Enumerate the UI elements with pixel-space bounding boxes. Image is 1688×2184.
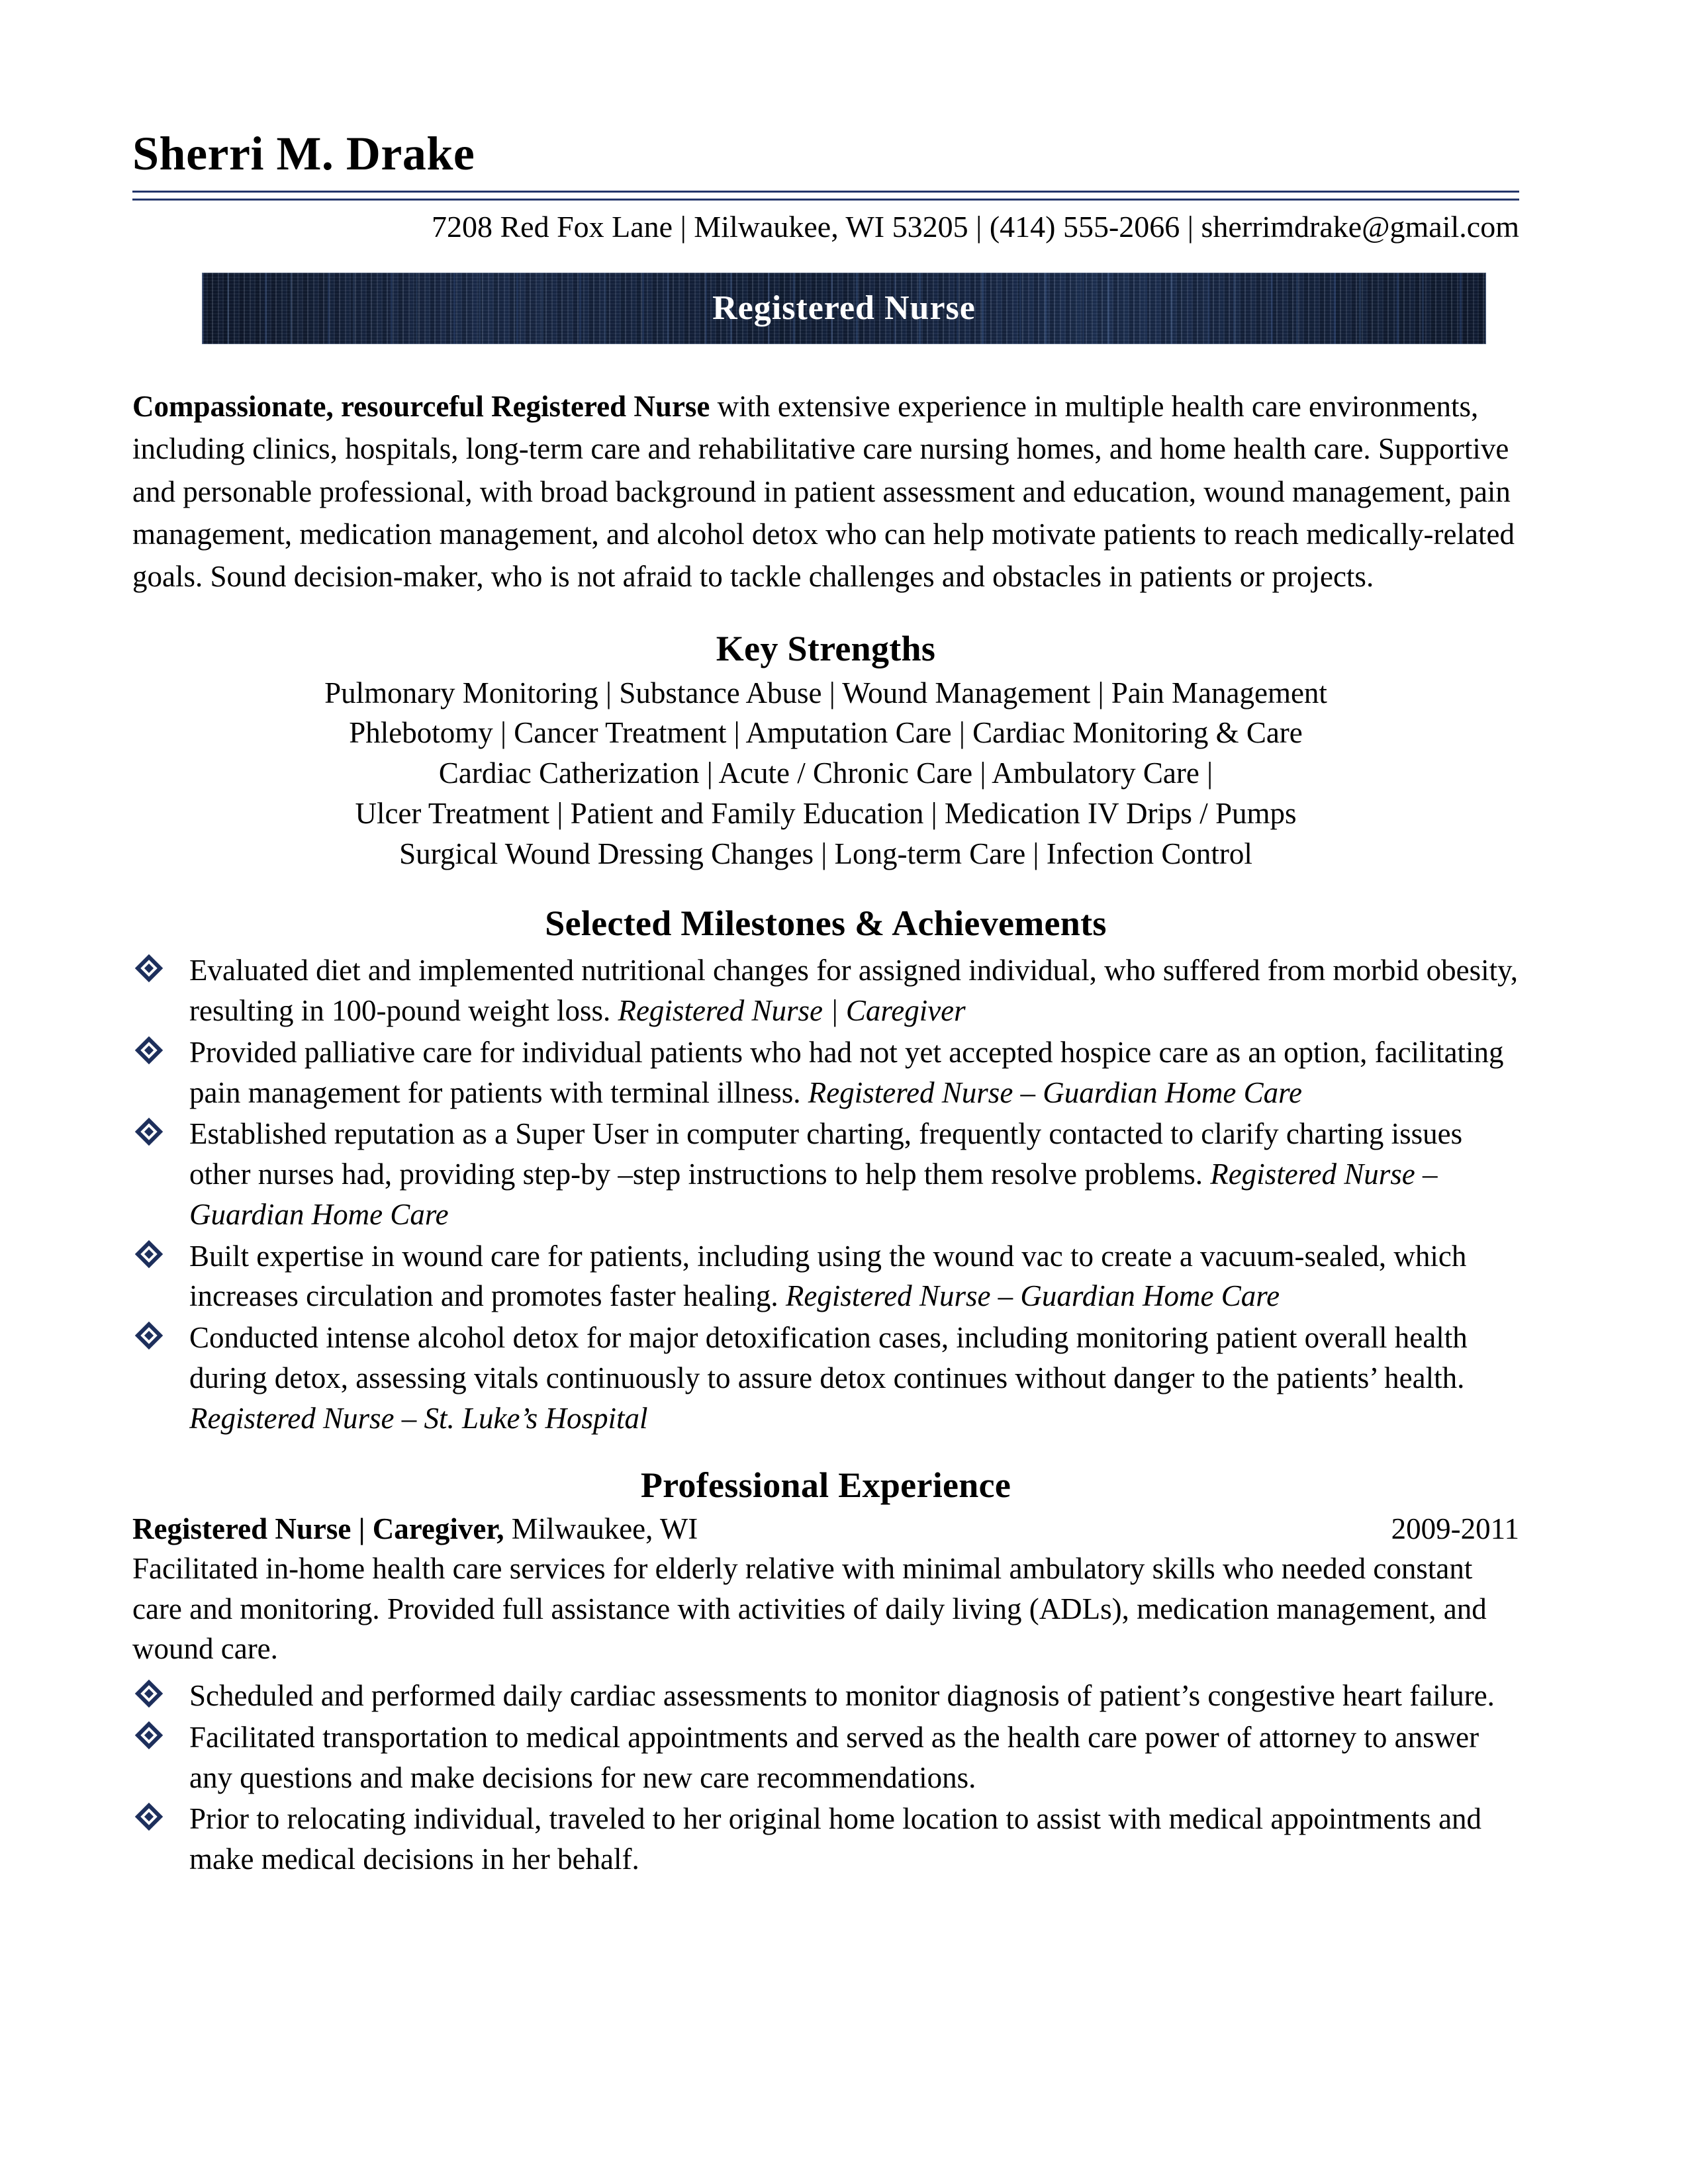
list-item bbox=[132, 1236, 1519, 1317]
section-heading-key-strengths: Key Strengths bbox=[716, 628, 936, 668]
diamond-bullet-icon bbox=[135, 1680, 163, 1707]
job-bullet-text: Scheduled and performed daily cardiac assessments to monitor diagnosis of patient’s congestive heart failure. bbox=[189, 1679, 1495, 1713]
job-bullet-text: Facilitated transportation to medical appointments and served as the health care power of attorney to answer any questions and make decisions for new care recommendations. bbox=[189, 1720, 1479, 1794]
key-strengths-line: Cardiac Catherization | Acute / Chronic Care | Ambulatory Care | bbox=[438, 756, 1213, 790]
section-heading-experience: Professional Experience bbox=[640, 1465, 1011, 1506]
job-description: Facilitated in-home health care services for elderly relative with minimal ambulatory skills who needed constant care and monitoring. Provided full assistance with activities of daily living (ADLs), medication management, and wound care. bbox=[132, 1551, 1487, 1666]
key-strengths-line: Surgical Wound Dressing Changes | Long-term Care | Infection Control bbox=[399, 837, 1252, 870]
milestones-list bbox=[132, 950, 1519, 1438]
diamond-bullet-icon bbox=[135, 1322, 163, 1349]
header-divider-rule bbox=[132, 191, 1519, 201]
list-item bbox=[132, 950, 1519, 1031]
list-item bbox=[132, 1032, 1519, 1113]
job-title-location bbox=[132, 1510, 698, 1549]
list-item bbox=[132, 1114, 1519, 1234]
milestone-attribution: Registered Nurse – Guardian Home Care bbox=[189, 1158, 1438, 1231]
milestone-text: Provided palliative care for individual patients who had not yet accepted hospice care as an option, facilitating pain management for patients with terminal illness. bbox=[189, 1035, 1504, 1109]
list-item bbox=[132, 1676, 1519, 1716]
milestone-attribution: Registered Nurse – St. Luke’s Hospital bbox=[189, 1401, 648, 1435]
key-strengths-line: Pulmonary Monitoring | Substance Abuse | Wound Management | Pain Management bbox=[324, 676, 1327, 709]
list-item bbox=[132, 1318, 1519, 1438]
title-banner bbox=[202, 273, 1486, 344]
list-item bbox=[132, 1799, 1519, 1880]
diamond-bullet-icon bbox=[135, 1803, 163, 1831]
professional-summary bbox=[132, 385, 1519, 598]
section-heading-milestones: Selected Milestones & Achievements bbox=[545, 903, 1107, 944]
candidate-name: Sherri M. Drake bbox=[132, 127, 475, 180]
diamond-bullet-icon bbox=[135, 1036, 163, 1064]
diamond-bullet-icon bbox=[135, 1240, 163, 1267]
milestone-text: Conducted intense alcohol detox for major detoxification cases, including monitoring patient overall health during detox, assessing vitals continuously to assure detox continues without danger to the patients’ health. bbox=[189, 1321, 1468, 1394]
summary-lead: Compassionate, resourceful Registered Nurse bbox=[132, 389, 710, 423]
banner-title-text: Registered Nurse bbox=[712, 289, 976, 328]
summary-body: with extensive experience in multiple health care environments, including clinics, hospitals, long-term care and rehabilitative care nursing homes, and home health care. Supportive and personable professional, with broad background in patient assessment and education, wound management, pain management, medication management, and alcohol detox who can help motivate patients to reach medically-related goals. Sound decision-maker, who is not afraid to tackle challenges and obstacles in patients or projects. bbox=[132, 389, 1515, 594]
key-strengths-line: Ulcer Treatment | Patient and Family Education | Medication IV Drips / Pumps bbox=[355, 796, 1297, 830]
resume-content bbox=[132, 0, 1519, 1881]
job-dates: 2009-2011 bbox=[1391, 1512, 1519, 1546]
job-bullets-list bbox=[132, 1676, 1519, 1880]
milestone-attribution: Registered Nurse – Guardian Home Care bbox=[785, 1279, 1280, 1313]
key-strengths-list bbox=[132, 673, 1519, 874]
job-header bbox=[132, 1510, 1519, 1549]
diamond-bullet-icon bbox=[135, 954, 163, 982]
key-strengths-line: Phlebotomy | Cancer Treatment | Amputation Care | Cardiac Monitoring & Care bbox=[349, 716, 1303, 750]
contact-line: 7208 Red Fox Lane | Milwaukee, WI 53205 | (414) 555-2066 | sherrimdrake@gmail.com bbox=[431, 210, 1519, 244]
milestone-attribution: Registered Nurse – Guardian Home Care bbox=[808, 1075, 1302, 1109]
job-bullet-text: Prior to relocating individual, traveled to her original home location to assist with medical appointments and make medical decisions in her behalf. bbox=[189, 1802, 1482, 1876]
milestone-text: Evaluated diet and implemented nutritional changes for assigned individual, who suffered from morbid obesity, resulting in 100-pound weight loss. bbox=[189, 954, 1519, 1028]
job-title: Registered Nurse | Caregiver, bbox=[132, 1512, 504, 1546]
milestone-text: Built expertise in wound care for patients, including using the wound vac to create a vacuum-sealed, which increases circulation and promotes faster healing. bbox=[189, 1239, 1467, 1313]
diamond-bullet-icon bbox=[135, 1721, 163, 1749]
milestone-text: Established reputation as a Super User in computer charting, frequently contacted to clarify charting issues other nurses had, providing step-by –step instructions to help them resolve problems. bbox=[189, 1117, 1463, 1191]
diamond-bullet-icon bbox=[135, 1118, 163, 1146]
milestone-attribution: Registered Nurse | Caregiver bbox=[618, 994, 966, 1028]
job-location: Milwaukee, WI bbox=[504, 1512, 698, 1546]
list-item bbox=[132, 1717, 1519, 1798]
